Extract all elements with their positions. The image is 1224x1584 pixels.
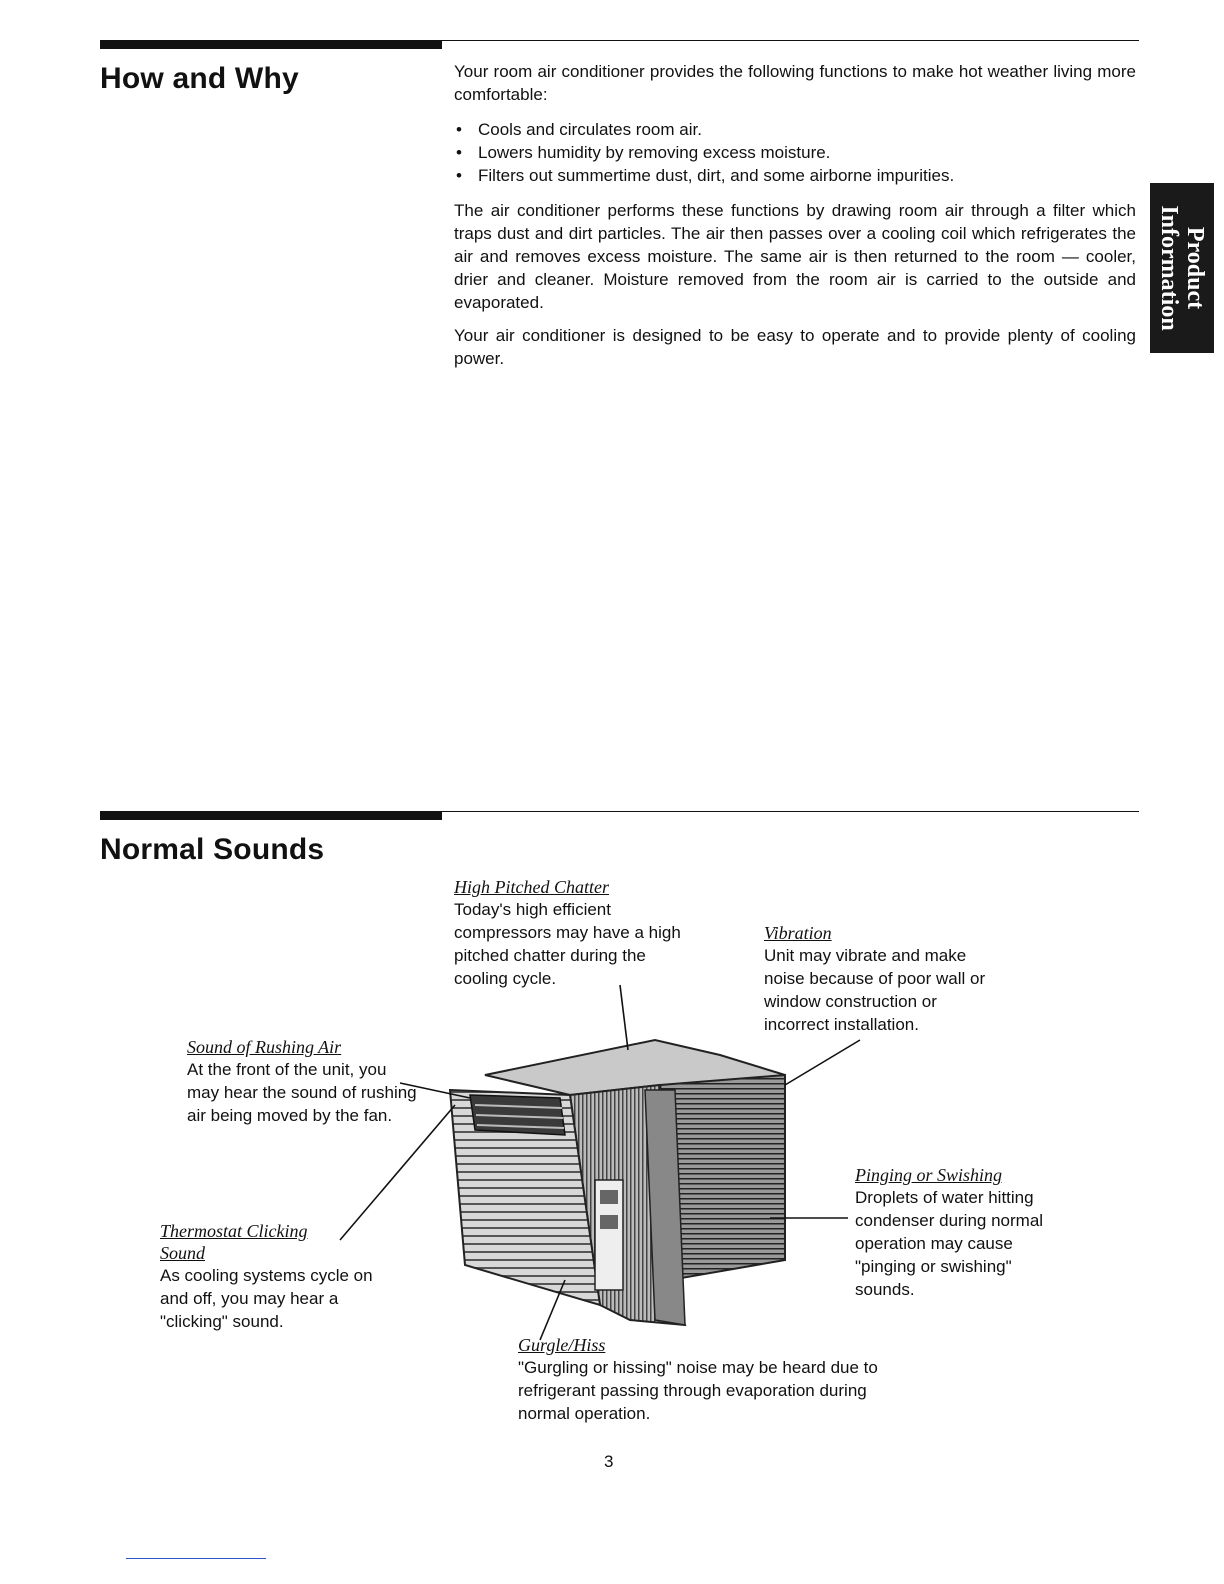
list-item: • Lowers humidity by removing excess moisture. (454, 141, 1136, 164)
callout-text: Today's high efficient compressors may have a high pitched chatter during the cooling cycle. (454, 900, 681, 988)
tab-label-line2: Information (1156, 205, 1182, 331)
callout-title: High Pitched Chatter (454, 877, 609, 897)
callout-high-pitched-chatter (454, 876, 689, 990)
leader-line (785, 1040, 860, 1085)
list-item: • Cools and circulates room air. (454, 118, 1136, 141)
callout-title: Vibration (764, 923, 832, 943)
callout-rushing-air (187, 1036, 422, 1127)
callout-text: Unit may vibrate and make noise because of poor wall or window construction or incorrect installation. (764, 946, 986, 1034)
section-heading-how-and-why: How and Why (100, 62, 299, 95)
callout-text: At the front of the unit, you may hear the sound of rushing air being moved by the fan. (187, 1060, 417, 1125)
callout-title: Sound of Rushing Air (187, 1037, 342, 1057)
callout-vibration (764, 922, 999, 1036)
footer-rule (126, 1558, 266, 1559)
process-paragraph: The air conditioner performs these functions by drawing room air through a filter which traps dust and dirt particles. The air then passes over a cooling coil which refrigerates the air and removes excess moisture. The same air is then returned to the room — cooler, drier and cleaner. Moisture removed from the room air is carried to the outside and evaporated. (454, 201, 1136, 312)
callout-pinging-swishing (855, 1164, 1070, 1301)
callout-title: Thermostat Clicking Sound (160, 1221, 308, 1263)
tab-label-line1: Product (1182, 226, 1208, 310)
leader-line (620, 985, 628, 1050)
callout-gurgle-hiss (518, 1334, 893, 1425)
leader-line (540, 1280, 565, 1340)
page-number: 3 (604, 1452, 614, 1471)
callout-title: Gurgle/Hiss (518, 1335, 606, 1355)
operation-paragraph: Your air conditioner is designed to be easy to operate and to provide plenty of cooling power. (454, 326, 1136, 368)
callout-text: Droplets of water hitting condenser during normal operation may cause "pinging or swishing" sounds. (855, 1188, 1044, 1299)
callout-text: "Gurgling or hissing" noise may be heard due to refrigerant passing through evaporation during normal operation. (518, 1358, 878, 1423)
list-item: • Filters out summertime dust, dirt, and some airborne impurities. (454, 164, 1136, 187)
callout-text: As cooling systems cycle on and off, you may hear a "clicking" sound. (160, 1266, 373, 1331)
section-heading-normal-sounds: Normal Sounds (100, 833, 325, 866)
intro-paragraph: Your room air conditioner provides the following functions to make hot weather living more comfortable: (454, 62, 1136, 104)
callout-title: Pinging or Swishing (855, 1165, 1003, 1185)
callout-thermostat-clicking (160, 1220, 373, 1333)
